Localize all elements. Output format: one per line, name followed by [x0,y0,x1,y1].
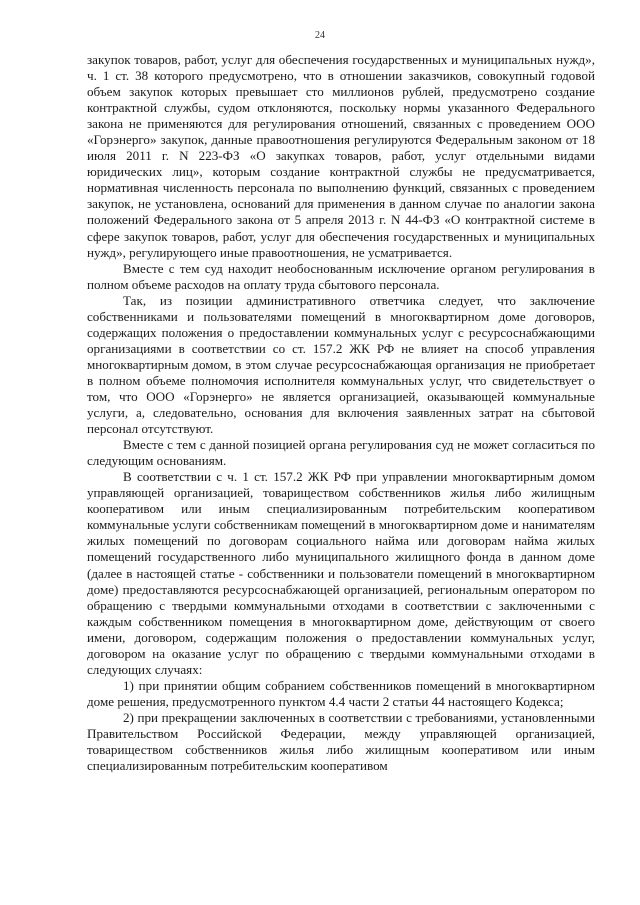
paragraph: Вместе с тем суд находит необоснованным исключение органом регулирования в полном объеме расходов на оплату труда сбытового персонала. [87,260,595,292]
list-item: 1) при принятии общим собранием собственников помещений в многоквартирном доме решения, предусмотренного пунктом 4.4 части 2 статьи 44 настоящего Кодекса; [87,677,595,709]
paragraph: Вместе с тем с данной позицией органа регулирования суд не может согласиться по следующим основаниям. [87,437,595,469]
paragraph: Так, из позиции административного ответчика следует, что заключение собственниками и пользователями помещений в многоквартирном доме договоров, содержащих положения о предоставлении коммунальных услуг с ресурсоснабжающими организациями в соответствии со ст. 157.2 ЖК РФ не влияет на способ управления многоквартирным домом, в этом случае ресурсоснабжающая организация не приобретает в полном объеме полномочия исполнителя коммунальных услуг, что свидетельствует о том, что ООО «Горэнерго» не является организацией, оказывающей коммунальные услуги, а, следовательно, основания для включения заявленных затрат на сбытовой персонал отсутствуют. [87,292,595,437]
list-item: 2) при прекращении заключенных в соответствии с требованиями, установленными Правительством Российской Федерации, между управляющей организацией, товариществом собственников жилья либо жилищным кооперативом или иным специализированным потребительским кооперативом [87,709,595,774]
paragraph-continuation: закупок товаров, работ, услуг для обеспечения государственных и муниципальных нужд», ч. 1 ст. 38 которого предусмотрено, что в отношении заказчиков, совокупный годовой объем закупок которых превышает сто миллионов рублей, предусмотрено создание контрактной службы, судом отклоняются, поскольку нормы указанного Федерального закона не применяются для регулирования отношений, связанных с проведением ООО «Горэнерго» закупок, данные правоотношения регулируются Федеральным законом от 18 июля 2011 г. N 223-ФЗ «О закупках товаров, работ, услуг отдельными видами юридических лиц», которым создание контрактной службы не предусматривается, нормативная численность персонала по выполнению функций, связанных с проведением закупок, не установлена, оснований для применения в данном случае по аналогии закона положений Федерального закона от 5 апреля 2013 г. N 44-ФЗ «О контрактной системе в сфере закупок товаров, работ, услуг для обеспечения государственных и муниципальных нужд», регулирующего иные правоотношения, не усматривается. [87,52,595,260]
page-number: 24 [315,30,325,41]
document-body [87,52,595,774]
paragraph: В соответствии с ч. 1 ст. 157.2 ЖК РФ при управлении многоквартирным домом управляющей организацией, товариществом собственников жилья либо жилищным кооперативом или иным специализированным потребительским кооперативом коммунальные услуги собственникам помещений в многоквартирном доме и нанимателям жилых помещений по договорам социального найма или договорам найма жилых помещений государственного либо муниципального жилищного фонда в данном доме (далее в настоящей статье - собственники и пользователи помещений в многоквартирном доме) предоставляются ресурсоснабжающей организацией, региональным оператором по обращению с твердыми коммунальными отходами в соответствии с заключенными с каждым собственником помещения в многоквартирном доме, действующим от своего имени, договором, содержащим положения о предоставлении коммунальных услуг, договором на оказание услуг по обращению с твердыми коммунальными отходами в следующих случаях: [87,469,595,677]
